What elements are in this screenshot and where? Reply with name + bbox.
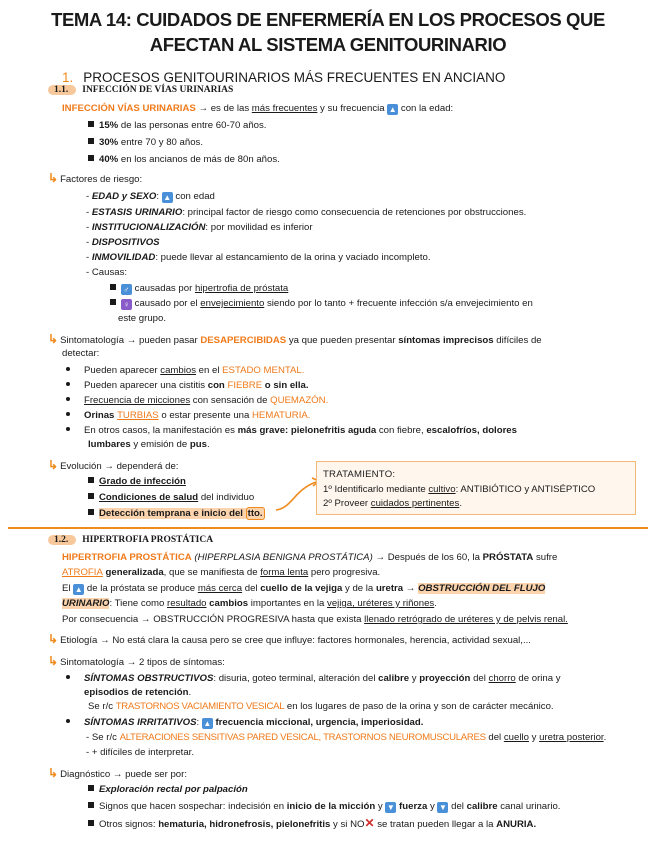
text: importantes en la (248, 598, 328, 609)
hook-arrow-icon: ↳ (48, 458, 59, 472)
text: EDAD y SEXO (91, 191, 157, 202)
text: Etiología → No está clara la causa pero se cree que influye: factores hormonales, herencia, actividad sexual,... (60, 635, 531, 646)
text: → Después de los 60, la (372, 552, 483, 563)
text: y (528, 732, 540, 743)
cause-men (110, 282, 288, 295)
bullet-square (88, 477, 94, 483)
text: lumbares (88, 439, 131, 450)
text: : puede llevar al estancamiento de la orina y vaciado incompleto. (155, 252, 431, 263)
text: y su frecuencia (317, 103, 388, 114)
text: Sintomatología → 2 tipos de síntomas: (60, 657, 225, 668)
diagnosis-title (48, 767, 187, 781)
text: 40% (99, 154, 119, 165)
text: : por movilidad es inferior (205, 222, 313, 233)
arrow-down-icon: ▼ (439, 803, 447, 812)
text: : Tiene como (109, 598, 168, 609)
evolution-item (88, 475, 186, 488)
symptom-item (66, 409, 310, 422)
risk-item: - ESTASIS URINARIO: principal factor de riesgo como consecuencia de retenciones por obstrucciones. (86, 207, 527, 218)
text: y emisión de (130, 439, 190, 450)
text: : (156, 191, 160, 202)
text: difíciles de (493, 335, 542, 346)
hook-arrow-icon: ↳ (48, 171, 59, 185)
stat-item (88, 119, 266, 132)
cause-women (110, 297, 533, 310)
text: ESTADO MENTAL. (222, 365, 305, 376)
hook-arrow-icon: ↳ (48, 654, 59, 668)
text: canal urinario. (497, 801, 561, 812)
text: de la próstata se produce (84, 583, 198, 594)
bullet-square (88, 493, 94, 499)
text: chorro (488, 673, 516, 684)
text: Diagnóstico → puede ser por: (60, 769, 187, 780)
treatment-box (316, 461, 636, 515)
symptoms-intro-cont: detectar: (62, 348, 100, 359)
bullet-square (88, 785, 94, 791)
text: resultado (167, 598, 207, 609)
risk-item: - DISPOSITIVOS (86, 237, 160, 248)
text: con (207, 380, 228, 391)
text: : principal factor de riesgo como consecuencia de retenciones por obstrucciones. (182, 207, 527, 218)
risk-item: - INMOVILIDAD: puede llevar al estancamiento de la orina y vaciado incompleto. (86, 252, 431, 263)
text: y (409, 673, 420, 684)
hook-arrow-icon: ↳ (48, 332, 59, 346)
text: Pueden aparecer una cistitis (84, 380, 208, 391)
text: TURBIAS (117, 410, 159, 421)
symptom-item (66, 424, 517, 437)
text: Se r/c (88, 701, 116, 712)
text: . (188, 687, 192, 698)
bullet-dot (66, 397, 70, 401)
text: Condiciones de salud (99, 492, 199, 503)
text: más grave: pielonefritis aguda (237, 425, 377, 436)
text: Orinas (84, 410, 118, 421)
text: calibre (466, 801, 498, 812)
text: cambios (206, 598, 249, 609)
bph-line-4 (62, 597, 437, 610)
text: 1º Identificarlo mediante (323, 484, 429, 495)
text: 2º Proveer (323, 498, 371, 509)
text: Pueden aparecer (84, 365, 161, 376)
arrow-up-icon: ▲ (203, 719, 212, 728)
obstructive-relation (88, 700, 554, 713)
subsection-1-1-label: INFECCIÓN DE VÍAS URINARIAS (82, 85, 234, 95)
bullet-square (110, 284, 116, 290)
text: proyección (419, 673, 471, 684)
causes-title: - Causas: (86, 267, 128, 278)
bph-line-5 (62, 613, 568, 626)
bullet-dot (66, 412, 70, 416)
arrow-down-icon: ▼ (386, 803, 395, 812)
text: vejiga, uréteres y riñones (327, 598, 435, 609)
bph-line-2 (62, 566, 380, 579)
etiology (48, 633, 531, 647)
symptom-item (66, 379, 309, 392)
text: más cerca (197, 583, 243, 594)
subsection-1-1-heading (48, 85, 233, 95)
text: cultivo (428, 484, 456, 495)
text: 15% (99, 120, 119, 131)
treatment-title: TRATAMIENTO: (323, 469, 396, 480)
bph-symptoms-title (48, 655, 225, 669)
text: del (448, 801, 467, 812)
cause-women-cont: este grupo. (118, 313, 167, 324)
male-icon: ♂ (121, 284, 132, 295)
female-icon: ♀ (121, 299, 132, 310)
text: ALTERACIONES SENSITIVAS PARED VESICAL, TRASTORNOS NEUROMUSCULARES (119, 732, 486, 743)
text: cuello de la vejiga (260, 583, 343, 594)
treatment-ref: tto. (247, 508, 263, 519)
text: → es de las (195, 103, 252, 114)
text: más frecuentes (251, 103, 318, 114)
text: en el (196, 365, 223, 376)
text: QUEMAZÓN. (270, 395, 329, 406)
text: siendo por lo tanto + frecuente infección s/a envejecimiento en (264, 298, 533, 309)
evolution-title (48, 459, 178, 473)
text: generalizada (102, 567, 164, 578)
text: Por consecuencia → (62, 614, 154, 625)
text: . (459, 498, 462, 509)
bph-line-3 (62, 582, 545, 595)
bullet-square (88, 820, 94, 826)
text: , que se manifiesta de (163, 567, 261, 578)
text: Evolución → dependerá de: (60, 461, 179, 472)
text: cuello (503, 732, 529, 743)
text: y si NO (330, 819, 365, 830)
section-1-number: 1. (62, 70, 74, 85)
text: hasta que exista (288, 614, 365, 625)
risk-item: - INSTITUCIONALIZACIÓN: por movilidad es inferior (86, 222, 313, 233)
section-1-label: PROCESOS GENITOURINARIOS MÁS FRECUENTES EN ANCIANO (83, 70, 506, 85)
text: de orina y (515, 673, 561, 684)
text: : disuria, goteo terminal, alteración del (213, 673, 379, 684)
irritative-symptoms (66, 716, 423, 729)
text: cuidados pertinentes (370, 498, 460, 509)
text: Frecuencia de micciones (84, 395, 191, 406)
stat-item (88, 153, 280, 166)
treatment-step-2 (323, 497, 462, 510)
text: pus (189, 439, 207, 450)
bullet-dot (66, 427, 70, 431)
diagnosis-item (88, 817, 536, 831)
text: DISPOSITIVOS (91, 237, 160, 248)
text: . (206, 439, 210, 450)
text: INMOVILIDAD (91, 252, 156, 263)
section-1-heading (62, 70, 505, 85)
title-line-1: TEMA 14: CUIDADOS DE ENFERMERÍA EN LOS PROCESOS QUE (51, 9, 605, 30)
symptom-item-cont (88, 438, 210, 451)
text: fuerza (396, 801, 428, 812)
text: causadas por (132, 283, 195, 294)
subsection-1-1-number: 1.1. (48, 85, 76, 95)
text: . (434, 598, 437, 609)
text: del (485, 732, 504, 743)
irritative-relation (86, 731, 606, 744)
text: Exploración rectal por palpación (99, 784, 248, 795)
text: 30% (99, 137, 119, 148)
bullet-dot (66, 382, 70, 386)
text: episodios de retención (84, 687, 189, 698)
connector-arrow (272, 470, 322, 515)
text: . (603, 732, 607, 743)
bullet-dot (66, 719, 70, 723)
text: Causas: (91, 267, 128, 278)
text: : (196, 717, 202, 728)
text: cambios (160, 365, 197, 376)
text: SÍNTOMAS OBSTRUCTIVOS (84, 673, 214, 684)
text: con la edad: (398, 103, 454, 114)
text: escalofríos, dolores (426, 425, 517, 436)
bph-line-1 (62, 551, 557, 564)
text: Otros signos: (99, 819, 159, 830)
text: DESAPERCIBIDAS (200, 335, 287, 346)
text: Signos que hacen sospechar: indecisión en (99, 801, 287, 812)
hook-arrow-icon: ↳ (48, 632, 59, 646)
text: → (403, 583, 419, 594)
text: ESTASIS URINARIO (91, 207, 183, 218)
title-line-2: AFECTAN AL SISTEMA GENITOURINARIO (149, 34, 507, 55)
text: OBSTRUCCIÓN DEL FLUJO (418, 583, 546, 594)
diagnosis-item (88, 800, 560, 813)
obstructive-symptoms (66, 672, 561, 685)
arrow-up-icon: ▲ (163, 193, 172, 202)
text: síntomas imprecisos (398, 335, 494, 346)
bullet-dot (66, 675, 70, 679)
section-divider (8, 527, 648, 529)
text: inicio de la micción (286, 801, 376, 812)
text: y (427, 801, 438, 812)
evolution-item (88, 491, 254, 504)
text: Sintomatología → pueden pasar (60, 335, 201, 346)
text: del (470, 673, 489, 684)
stat-item (88, 136, 203, 149)
bullet-dot (66, 367, 70, 371)
bullet-square (88, 155, 94, 161)
text: Detección temprana e inicio del (99, 508, 246, 519)
text: del (242, 583, 261, 594)
text: causado por el (132, 298, 201, 309)
text: con sensación de (190, 395, 271, 406)
text: entre 70 y 80 años. (118, 137, 204, 148)
text: HEMATURIA. (252, 410, 311, 421)
text: en los lugares de paso de la orina y son de carácter mecánico. (284, 701, 554, 712)
text: uretra posterior (539, 732, 604, 743)
red-x-icon: ✕ (364, 816, 375, 830)
page-title (0, 7, 656, 57)
bullet-square (110, 299, 116, 305)
text: o estar presente una (158, 410, 252, 421)
text: y de la (342, 583, 376, 594)
infection-intro (62, 102, 453, 115)
text: calibre (378, 673, 410, 684)
symptoms-intro (48, 333, 542, 347)
text: FIEBRE (227, 380, 263, 391)
text: o sin ella. (262, 380, 309, 391)
risk-factors-title (48, 172, 142, 186)
text: de las personas entre 60-70 años. (118, 120, 267, 131)
text: con edad (172, 191, 215, 202)
text: forma lenta (260, 567, 309, 578)
text: SÍNTOMAS IRRITATIVOS (84, 717, 197, 728)
text: llenado retrógrado de uréteres y de pelvis renal. (364, 614, 568, 625)
text: TRASTORNOS VACIAMIENTO VESICAL (115, 701, 285, 712)
risk-item: - EDAD y SEXO: ▲ con edad (86, 191, 215, 202)
text: HIPERTROFIA PROSTÁTICA (62, 552, 192, 563)
text: uretra (375, 583, 404, 594)
text: PRÓSTATA (482, 552, 534, 563)
text: ya que pueden presentar (286, 335, 399, 346)
bullet-square (88, 802, 94, 808)
arrow-up-icon: ▲ (388, 105, 397, 114)
text: frecuencia miccional, urgencia, imperiosidad. (212, 717, 424, 728)
text: en los ancianos de más de 80n años. (118, 154, 280, 165)
subsection-1-2-label: HIPERTROFIA PROSTÁTICA (82, 535, 214, 545)
text: Grado de infección (99, 476, 186, 487)
text: con fiebre, (376, 425, 427, 436)
bullet-square (88, 509, 94, 515)
symptom-item (66, 364, 304, 377)
text: (HIPERPLASIA BENIGNA PROSTÁTICA) (191, 552, 373, 563)
text: y (375, 801, 386, 812)
bullet-square (88, 138, 94, 144)
irritative-note: - + difíciles de interpretar. (86, 747, 194, 758)
text: hematuria, hidronefrosis, pielonefritis (158, 819, 331, 830)
text: OBSTRUCCIÓN PROGRESIVA (153, 614, 289, 625)
text: : ANTIBIÓTICO y ANTISÉPTICO (455, 484, 596, 495)
text: El (62, 583, 74, 594)
text: En otros casos, la manifestación es (84, 425, 238, 436)
text: ANURIA. (496, 819, 537, 830)
text: INSTITUCIONALIZACIÓN (91, 222, 206, 233)
text: sufre (533, 552, 558, 563)
subsection-1-2-number: 1.2. (48, 535, 76, 545)
text: del individuo (198, 492, 255, 503)
text: envejecimiento (200, 298, 265, 309)
text: ATROFIA (62, 567, 103, 578)
text: URINARIO (62, 598, 110, 609)
symptom-item (66, 394, 328, 407)
infection-term: INFECCIÓN VÍAS URINARIAS (62, 103, 196, 114)
text: - Se r/c (86, 732, 120, 743)
hook-arrow-icon: ↳ (48, 766, 59, 780)
text: Factores de riesgo: (60, 174, 143, 185)
treatment-step-1 (323, 483, 595, 496)
arrow-up-icon: ▲ (74, 585, 83, 594)
obstructive-cont (84, 686, 191, 699)
text: se tratan pueden llegar a la (374, 819, 497, 830)
subsection-1-2-heading (48, 535, 213, 545)
diagnosis-item (88, 783, 248, 796)
text: pero progresiva. (308, 567, 381, 578)
bullet-square (88, 121, 94, 127)
evolution-item (88, 507, 265, 520)
text: hipertrofia de próstata (194, 283, 289, 294)
